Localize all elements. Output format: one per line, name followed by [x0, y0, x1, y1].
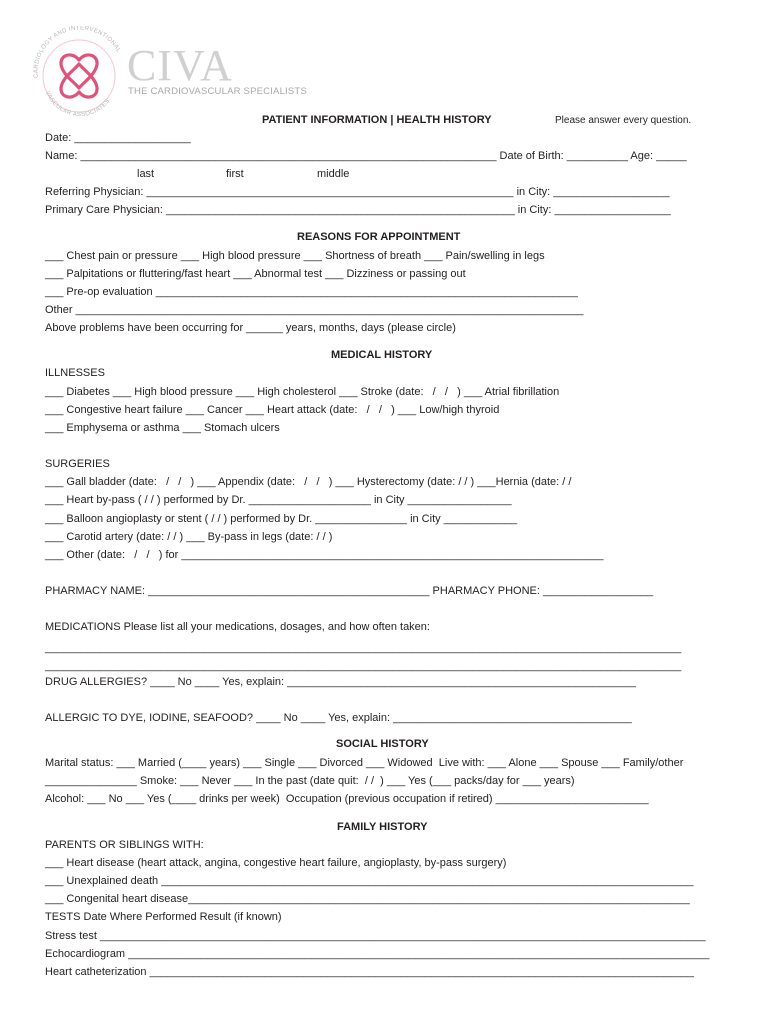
test-line[interactable]: Stress test ___________________________________________________________________________________________________	[45, 930, 706, 942]
family-heading: FAMILY HISTORY	[337, 821, 428, 833]
medications-line[interactable]: ________________________________________________________________________________________________________	[45, 660, 682, 672]
surgeries-label: SURGERIES	[45, 458, 110, 470]
svg-text:CARDIOLOGY AND INTERVENTIONAL: CARDIOLOGY AND INTERVENTIONAL	[33, 26, 122, 79]
form-note: Please answer every question.	[555, 115, 692, 126]
family-line[interactable]: ___ Congenital heart disease__________________________________________________________________________________	[45, 893, 690, 905]
name-last-caption: last	[137, 168, 155, 180]
medications-label: MEDICATIONS Please list all your medications, dosages, and how often taken:	[45, 621, 430, 633]
illness-line[interactable]: ___ Emphysema or asthma ___ Stomach ulcers	[45, 422, 280, 434]
name-middle-caption: middle	[317, 168, 350, 180]
test-line[interactable]: Heart catheterization _________________________________________________________________________________________	[45, 966, 695, 978]
surgery-line[interactable]: ___ Gall bladder (date: / / ) ___ Appendix (date: / / ) ___ Hysterectomy (date: / / ) ___Hernia (date: / /	[45, 476, 572, 488]
civa-logo	[24, 26, 134, 116]
name-first-caption: first	[226, 168, 244, 180]
family-label: PARENTS OR SIBLINGS WITH:	[45, 839, 204, 851]
marital-status-line[interactable]: Marital status: ___ Married (____ years) ___ Single ___ Divorced ___ Widowed Live with: ___ Alone ___ Spouse ___ Family/other	[45, 757, 684, 769]
illnesses-label: ILLNESSES	[45, 367, 105, 379]
family-line[interactable]: ___ Heart disease (heart attack, angina, congestive heart failure, angioplasty, by-pass surgery)	[45, 857, 507, 869]
reason-line[interactable]: ___ Pre-op evaluation _____________________________________________________________________	[45, 286, 578, 298]
brand-tagline: THE CARDIOVASCULAR SPECIALISTS	[128, 86, 307, 97]
reason-line[interactable]: ___ Chest pain or pressure ___ High blood pressure ___ Shortness of breath ___ Pain/swelling in legs	[45, 250, 545, 262]
surgery-line[interactable]: ___ Carotid artery (date: / / ) ___ By-pass in legs (date: / / )	[45, 531, 333, 543]
family-line[interactable]: ___ Unexplained death _______________________________________________________________________________________	[45, 875, 694, 887]
test-line[interactable]: Echocardiogram _______________________________________________________________________________________________	[45, 948, 710, 960]
surgery-line[interactable]: ___ Heart by-pass ( / / ) performed by Dr. ____________________ in City _________________	[45, 494, 512, 506]
surgery-line[interactable]: ___ Balloon angioplasty or stent ( / / ) performed by Dr. _______________ in City ____________	[45, 513, 518, 525]
dye-allergy-field[interactable]: ALLERGIC TO DYE, IODINE, SEAFOOD? ____ No ____ Yes, explain: _______________________________________	[45, 712, 632, 724]
primary-care-field[interactable]: Primary Care Physician: _________________________________________________________ in City: ___________________	[45, 204, 671, 216]
pharmacy-field[interactable]: PHARMACY NAME: ______________________________________________ PHARMACY PHONE: __________________	[45, 585, 654, 597]
illness-line[interactable]: ___ Congestive heart failure ___ Cancer ___ Heart attack (date: / / ) ___ Low/high thyroid	[45, 404, 500, 416]
tests-label: TESTS Date Where Performed Result (if known)	[45, 911, 282, 923]
reason-line[interactable]: Other ___________________________________________________________________________________	[45, 304, 584, 316]
reason-line[interactable]: ___ Palpitations or fluttering/fast heart ___ Abnormal test ___ Dizziness or passing out	[45, 268, 466, 280]
social-heading: SOCIAL HISTORY	[336, 738, 429, 750]
reason-line[interactable]: Above problems have been occurring for ______ years, months, days (please circle)	[45, 322, 456, 334]
illness-line[interactable]: ___ Diabetes ___ High blood pressure ___ High cholesterol ___ Stroke (date: / / ) ___ Atrial fibrillation	[45, 386, 560, 398]
reasons-heading: REASONS FOR APPOINTMENT	[297, 231, 461, 243]
medical-heading: MEDICAL HISTORY	[331, 349, 433, 361]
svg-text:VASCULAR ASSOCIATES: VASCULAR ASSOCIATES	[44, 90, 112, 116]
medications-line[interactable]: ________________________________________________________________________________________________________	[45, 642, 682, 654]
date-field[interactable]: Date: ___________________	[45, 132, 191, 144]
name-field[interactable]: Name: ____________________________________________________________________ Date of Birth: __________ Age: _____	[45, 150, 687, 162]
surgery-line[interactable]: ___ Other (date: / / ) for _____________________________________________________________________	[45, 549, 604, 561]
smoke-line[interactable]: _______________ Smoke: ___ Never ___ In the past (date quit: / / ) ___ Yes (___ packs/day for ___ years)	[45, 775, 575, 787]
referring-physician-field[interactable]: Referring Physician: ____________________________________________________________ in City: ___________________	[45, 186, 670, 198]
form-title: PATIENT INFORMATION | HEALTH HISTORY	[262, 114, 492, 126]
drug-allergies-field[interactable]: DRUG ALLERGIES? ____ No ____ Yes, explain: _________________________________________________________	[45, 676, 636, 688]
alcohol-occupation-line[interactable]: Alcohol: ___ No ___ Yes (____ drinks per week) Occupation (previous occupation if retired) _________________________	[45, 793, 649, 805]
brand-name: CIVA	[127, 41, 233, 90]
